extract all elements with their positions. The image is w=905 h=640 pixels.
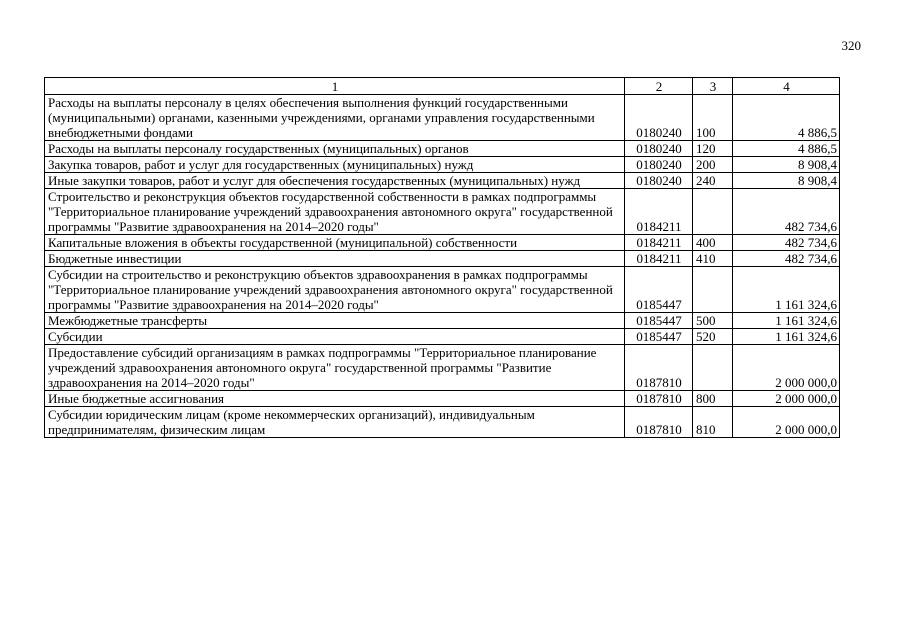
row-code-cell: 0184211 <box>625 235 693 251</box>
row-code-cell: 0184211 <box>625 189 693 235</box>
row-type-cell: 810 <box>693 407 733 438</box>
column-header-4: 4 <box>733 78 840 95</box>
row-type-cell <box>693 345 733 391</box>
row-code-cell: 0187810 <box>625 345 693 391</box>
table-row <box>45 235 840 251</box>
row-type-cell: 200 <box>693 157 733 173</box>
row-type-cell: 520 <box>693 329 733 345</box>
row-code-cell: 0180240 <box>625 157 693 173</box>
column-header-1: 1 <box>45 78 625 95</box>
row-code-cell: 0187810 <box>625 407 693 438</box>
row-code-cell: 0180240 <box>625 95 693 141</box>
row-sum-cell: 8 908,4 <box>733 173 840 189</box>
column-header-3: 3 <box>693 78 733 95</box>
budget-table <box>44 77 840 438</box>
row-name-cell: Капитальные вложения в объекты государственной (муниципальной) собственности <box>45 235 625 251</box>
row-type-cell: 500 <box>693 313 733 329</box>
row-name-cell: Строительство и реконструкция объектов государственной собственности в рамках подпрограммы "Территориальное планирование учреждений здравоохранения автономного округа" государственной программы "Развитие здравоохранения на 2014–2020 годы" <box>45 189 625 235</box>
table-row <box>45 141 840 157</box>
row-sum-cell: 482 734,6 <box>733 251 840 267</box>
row-name-cell: Закупка товаров, работ и услуг для государственных (муниципальных) нужд <box>45 157 625 173</box>
table-row <box>45 95 840 141</box>
row-name-cell: Расходы на выплаты персоналу государственных (муниципальных) органов <box>45 141 625 157</box>
row-sum-cell: 8 908,4 <box>733 157 840 173</box>
table-body <box>45 95 840 438</box>
row-sum-cell: 2 000 000,0 <box>733 407 840 438</box>
row-name-cell: Расходы на выплаты персоналу в целях обеспечения выполнения функций государственными (муниципальными) органами, казенными учреждениями, органами управления государственными внебюджетными фондами <box>45 95 625 141</box>
table-row <box>45 313 840 329</box>
row-sum-cell: 2 000 000,0 <box>733 345 840 391</box>
row-name-cell: Субсидии на строительство и реконструкцию объектов здравоохранения в рамках подпрограммы "Территориальное планирование учреждений здравоохранения автономного округа" государственной программы "Развитие здравоохранения на 2014–2020 годы" <box>45 267 625 313</box>
row-name-cell: Бюджетные инвестиции <box>45 251 625 267</box>
row-type-cell: 800 <box>693 391 733 407</box>
row-code-cell: 0185447 <box>625 329 693 345</box>
row-sum-cell: 4 886,5 <box>733 95 840 141</box>
row-type-cell: 410 <box>693 251 733 267</box>
row-type-cell: 100 <box>693 95 733 141</box>
row-name-cell: Предоставление субсидий организациям в рамках подпрограммы "Территориальное планирование учреждений здравоохранения автономного округа" государственной программы "Развитие здравоохранения на 2014–2020 годы" <box>45 345 625 391</box>
table-row <box>45 157 840 173</box>
row-name-cell: Субсидии юридическим лицам (кроме некоммерческих организаций), индивидуальным предпринимателям, физическим лицам <box>45 407 625 438</box>
table-row <box>45 329 840 345</box>
row-type-cell <box>693 189 733 235</box>
table-row <box>45 407 840 438</box>
table-row <box>45 189 840 235</box>
row-code-cell: 0185447 <box>625 313 693 329</box>
row-type-cell <box>693 267 733 313</box>
table-row <box>45 173 840 189</box>
column-header-2: 2 <box>625 78 693 95</box>
row-code-cell: 0180240 <box>625 173 693 189</box>
row-type-cell: 240 <box>693 173 733 189</box>
row-name-cell: Иные закупки товаров, работ и услуг для обеспечения государственных (муниципальных) нужд <box>45 173 625 189</box>
row-type-cell: 120 <box>693 141 733 157</box>
row-code-cell: 0184211 <box>625 251 693 267</box>
table-row <box>45 391 840 407</box>
row-sum-cell: 2 000 000,0 <box>733 391 840 407</box>
row-type-cell: 400 <box>693 235 733 251</box>
row-code-cell: 0185447 <box>625 267 693 313</box>
row-name-cell: Межбюджетные трансферты <box>45 313 625 329</box>
row-name-cell: Субсидии <box>45 329 625 345</box>
row-sum-cell: 4 886,5 <box>733 141 840 157</box>
row-sum-cell: 1 161 324,6 <box>733 267 840 313</box>
row-code-cell: 0180240 <box>625 141 693 157</box>
row-sum-cell: 482 734,6 <box>733 235 840 251</box>
row-code-cell: 0187810 <box>625 391 693 407</box>
row-sum-cell: 1 161 324,6 <box>733 313 840 329</box>
table-row <box>45 251 840 267</box>
table-row <box>45 267 840 313</box>
page-number: 320 <box>841 38 861 53</box>
row-sum-cell: 1 161 324,6 <box>733 329 840 345</box>
table-header-row <box>45 78 840 95</box>
row-name-cell: Иные бюджетные ассигнования <box>45 391 625 407</box>
table-row <box>45 345 840 391</box>
row-sum-cell: 482 734,6 <box>733 189 840 235</box>
